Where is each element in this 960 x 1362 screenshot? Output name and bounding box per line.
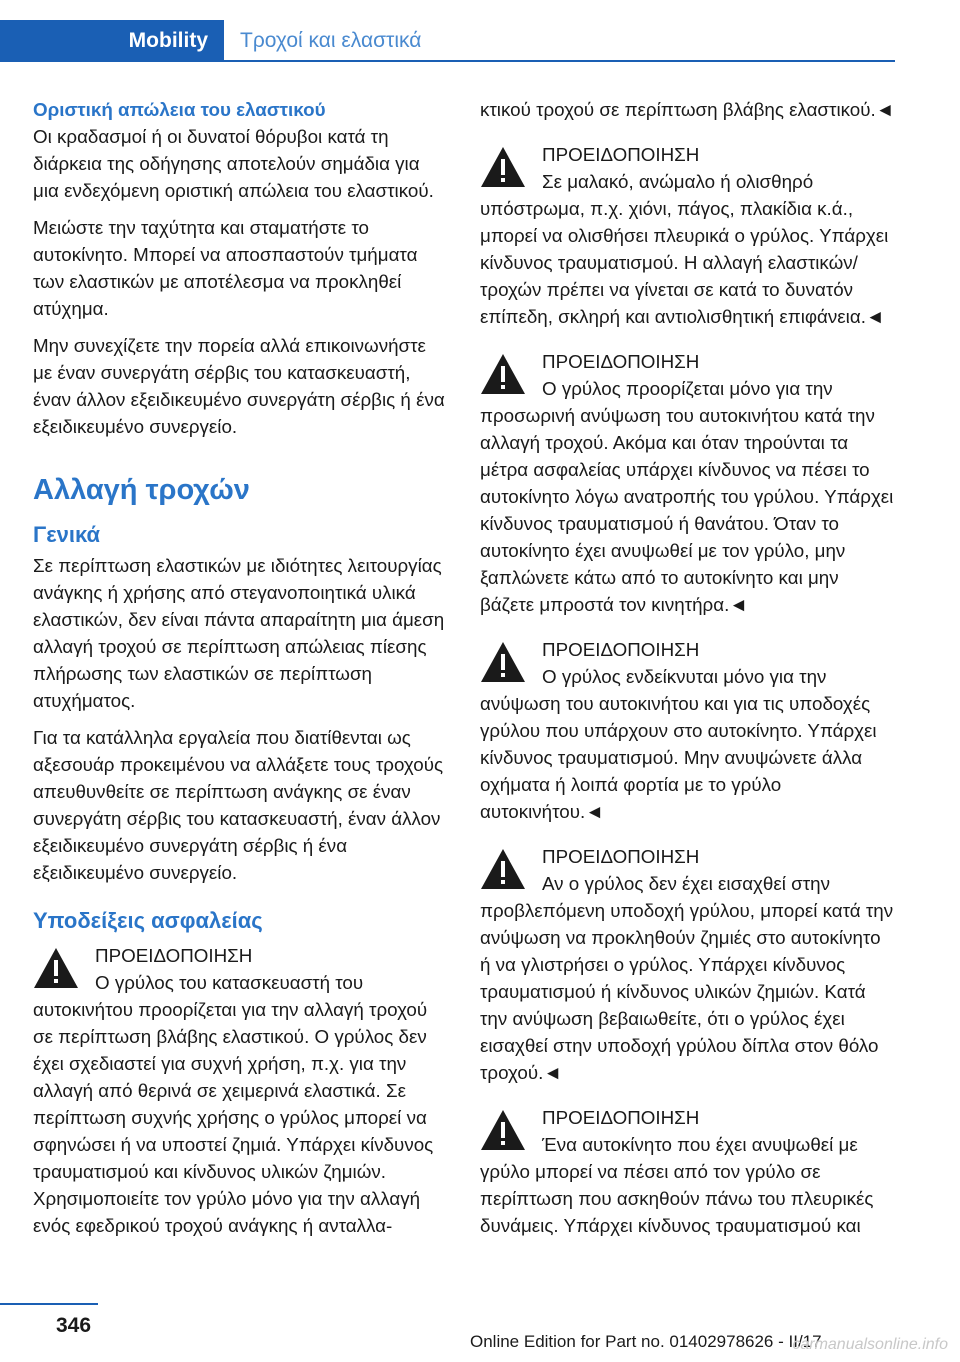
warning-text: Ο γρύλος προορίζεται μόνο για την προσωρινή ανύψωση του αυτοκινήτου κατά την αλλαγή τροχού. Ακόμα και όταν τηρούνται τα μέτρα ασφαλείας υπάρχει κίνδυνος να πέσει το αυτοκίνητο λόγω ανατροπής του γρύλου. Υπάρχει κίνδυνος τραυματισμού ή θανάτου. Όταν το αυτοκίνητο έχει ανυψωθεί με τον γρύλο, μην ξαπλώνετε κάτω από το αυτοκίνητο και μην βάζετε μπροστά τον κινητήρα.◄ <box>480 378 894 615</box>
right-column <box>480 96 895 1255</box>
warning-title: ΠΡΟΕΙΔΟΠΟΙΗΣΗ <box>542 846 700 867</box>
warning-triangle-icon <box>480 353 526 395</box>
heading-permanent-tire-loss: Οριστική απώλεια του ελαστικού <box>33 99 326 120</box>
warning-triangle-icon <box>480 1109 526 1151</box>
watermark: carmanualsonline.info <box>792 1336 948 1353</box>
warning-title: ΠΡΟΕΙΔΟΠΟΙΗΣΗ <box>542 144 700 165</box>
edition-note: Online Edition for Part no. 01402978626 - II/17 <box>470 1332 822 1351</box>
warning-triangle-icon <box>33 947 79 989</box>
left-column <box>33 96 448 1255</box>
warning-block <box>480 636 895 825</box>
warning-title: ΠΡΟΕΙΔΟΠΟΙΗΣΗ <box>95 945 253 966</box>
paragraph: Μειώστε την ταχύτητα και σταματήστε το αυτοκίνητο. Μπορεί να αποσπαστούν τμήματα των ελαστικών με αποτέλεσμα να προκληθεί ατύχημα. <box>33 217 418 319</box>
chapter-tab-mobility: Mobility <box>0 20 224 62</box>
warning-title: ΠΡΟΕΙΔΟΠΟΙΗΣΗ <box>542 639 700 660</box>
paragraph: Για τα κατάλληλα εργαλεία που διατίθενται ως αξεσουάρ προκειμένου να αλλάξετε τους τροχούς απευθυνθείτε σε περίπτωση ανάγκης σε έναν συνεργάτη σέρβις του κατασκευαστή, έναν άλλον εξειδικευμένο συνεργάτη σέρβις ή ένα εξειδικευμένο συνεργείο. <box>33 727 444 883</box>
warning-block <box>480 348 895 618</box>
heading-general: Γενικά <box>33 522 101 547</box>
warning-block <box>480 141 895 330</box>
warning-triangle-icon <box>480 848 526 890</box>
header-divider <box>224 60 895 62</box>
section-tab-wheels-tires: Τροχοί και ελαστικά <box>240 29 422 52</box>
warning-title: ΠΡΟΕΙΔΟΠΟΙΗΣΗ <box>542 1107 700 1128</box>
paragraph: Μην συνεχίζετε την πορεία αλλά επικοινωνήστε με έναν συνεργάτη σέρβις του κατασκευαστή, έναν άλλον εξειδικευμένο συνεργάτη σέρβις ή ένα εξειδικευμένο συνεργείο. <box>33 335 445 437</box>
warning-triangle-icon <box>480 641 526 683</box>
warning-text: Ο γρύλος του κατασκευαστή του αυτοκινήτου προορίζεται για την αλλαγή τροχού σε περίπτωση βλάβης ελαστικού. Ο γρύλος δεν έχει σχεδιαστεί για συχνή χρήση, π.χ. για την αλλαγή από θερινά σε χειμερινά ελαστικά. Σε περίπτωση συχνής χρήσης ο γρύλος μπορεί να σφηνώσει ή να υποστεί ζημιά. Υπάρχει κίνδυνος τραυματισμού και κίνδυνος υλικών ζημιών. Χρησιμοποιείτε τον γρύλο μόνο για την αλλαγή ενός εφεδρικού τροχού ανάγκης ή ανταλλα- <box>33 972 434 1236</box>
warning-title: ΠΡΟΕΙΔΟΠΟΙΗΣΗ <box>542 351 700 372</box>
warning-block <box>480 1104 895 1239</box>
page-header <box>0 20 895 62</box>
warning-text: Ένα αυτοκίνητο που έχει ανυψωθεί με γρύλο μπορεί να πέσει από τον γρύλο σε περίπτωση που ασκηθούν πάνω του πλευρικές δυνάμεις. Υπάρχει κίνδυνος τραυματισμού και <box>480 1134 874 1236</box>
warning-text: Σε μαλακό, ανώμαλο ή ολισθηρό υπόστρωμα, π.χ. χιόνι, πάγος, πλακίδια κ.ά., μπορεί να ολισθήσει πλευρικά ο γρύλος. Υπάρχει κίνδυνος τραυματισμού. Η αλλαγή ελαστικών/τροχών πρέπει να γίνεται σε κατά το δυνατόν επίπεδη, σκληρή και αντιολισθητική επιφάνεια.◄ <box>480 171 889 327</box>
warning-text: Ο γρύλος ενδείκνυται μόνο για την ανύψωση του αυτοκινήτου και για τις υποδοχές γρύλου που υπάρχουν στο αυτοκίνητο. Υπάρχει κίνδυνος τραυματισμού. Μην ανυψώνετε άλλα οχήματα ή λοιπά φορτία με το γρύλο αυτοκινήτου.◄ <box>480 666 877 822</box>
footer-divider <box>0 1303 98 1305</box>
page-number: 346 <box>56 1314 92 1337</box>
warning-block <box>33 942 448 1239</box>
warning-block <box>480 843 895 1086</box>
heading-safety-notes: Υποδείξεις ασφαλείας <box>33 908 263 933</box>
section-title-wheel-change: Αλλαγή τροχών <box>33 474 250 506</box>
warning-text: Αν ο γρύλος δεν έχει εισαχθεί στην προβλεπόμενη υποδοχή γρύλου, μπορεί κατά την ανύψωση να προκληθούν ζημιές στο αυτοκίνητο ή να γλιστρήσει ο γρύλος. Υπάρχει κίνδυνος τραυματισμού ή κίνδυνος υλικών ζημιών. Κατά την ανύψωση βεβαιωθείτε, ότι ο γρύλος έχει εισαχθεί στην υποδοχή γρύλου δίπλα στον θόλο τροχού.◄ <box>480 873 894 1083</box>
warning-triangle-icon <box>480 146 526 188</box>
paragraph: Οι κραδασμοί ή οι δυνατοί θόρυβοι κατά τη διάρκεια της οδήγησης αποτελούν σημάδια για μια ενδεχόμενη οριστική απώλεια του ελαστικού. <box>33 126 434 201</box>
paragraph: Σε περίπτωση ελαστικών με ιδιότητες λειτουργίας ανάγκης ή χρήσης από στεγανοποιητικά υλικά ελαστικών, δεν είναι πάντα απαραίτητη μια άμεση αλλαγή τροχού σε περίπτωση απώλειας πίεσης πλήρωσης των ελαστικών σε περίπτωση ατυχήματος. <box>33 555 445 711</box>
paragraph-continuation: κτικού τροχού σε περίπτωση βλάβης ελαστικού.◄ <box>480 99 895 120</box>
